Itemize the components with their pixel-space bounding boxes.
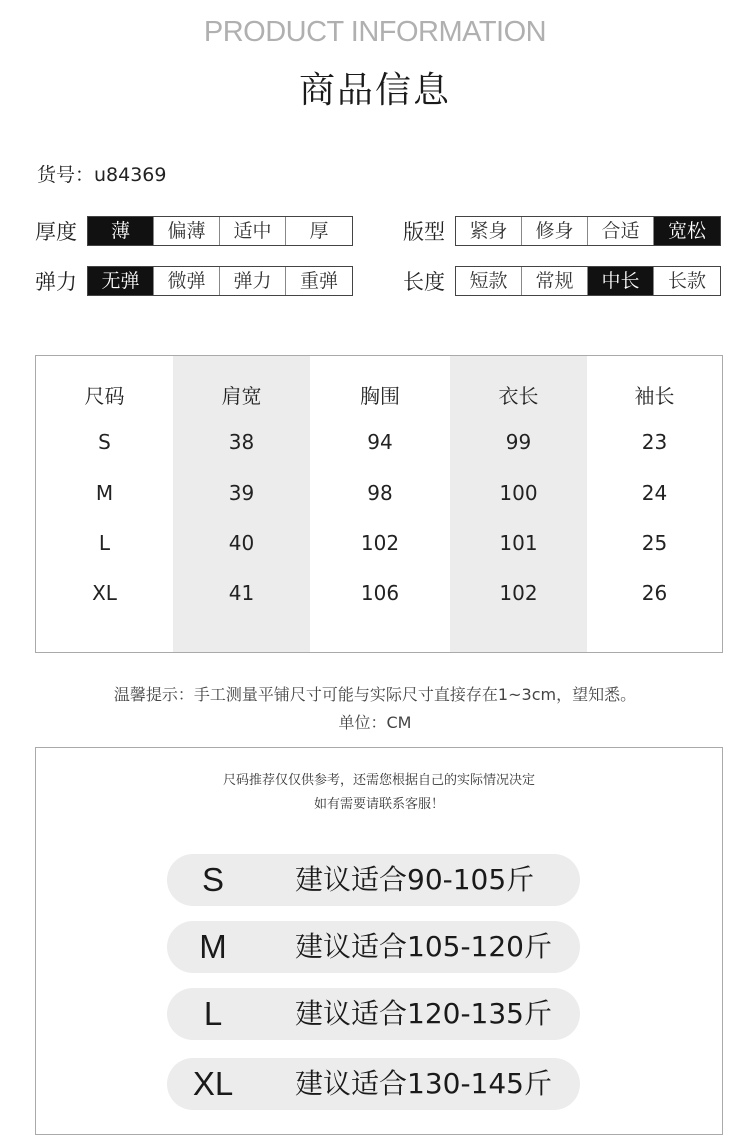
table-cell: S [98,430,111,454]
table-cell: XL [92,581,117,605]
option-regular: 合适 [588,217,654,245]
attr-elasticity [35,266,353,296]
option-standard: 常规 [522,267,588,295]
contact-note: 如有需要请联系客服！ [313,797,444,812]
size-label: M [199,928,227,965]
recommendation-note: 尺码推荐仅仅供参考，还需您根据自己的实际情况决定 [222,773,535,788]
table-cell: 38 [228,430,255,454]
option-slight-stretch: 微弹 [154,267,220,295]
column-shoulder [173,356,310,652]
table-cell: 94 [367,430,393,454]
table-cell: 40 [228,531,255,555]
recommendation-item [167,854,580,906]
column-header: 胸围 [360,384,400,408]
attr-thickness [35,216,353,246]
column-size [36,356,173,652]
recommendation-item [167,921,580,973]
table-cell: M [95,481,114,505]
option-slim: 修身 [522,217,588,245]
table-cell: 39 [228,481,255,505]
table-cell: 98 [367,481,393,505]
size-recommendation [35,747,723,1135]
column-header: 袖长 [634,384,675,408]
table-cell: 101 [499,531,538,555]
table-cell: 25 [641,531,668,555]
option-stretch: 弹力 [220,267,286,295]
recommendation-item [167,988,580,1040]
sku-label: 货号：u84369 [37,164,167,186]
attr-length [403,266,721,296]
option-slightly-thin: 偏薄 [154,217,220,245]
attr-label: 版型 [403,220,445,244]
option-group [87,216,353,246]
column-header: 衣长 [498,384,539,408]
table-cell: 102 [360,531,400,555]
attr-label: 长度 [403,270,445,294]
option-loose: 宽松 [654,217,720,245]
option-group [455,266,721,296]
option-long: 长款 [667,270,706,292]
table-cell: 106 [360,581,400,605]
table-cell: 24 [641,481,668,505]
attr-label: 弹力 [35,270,77,294]
page-title: 商品信息 [298,70,451,111]
table-cell: 102 [499,581,538,605]
recommendation-item [167,1058,580,1110]
table-cell: 99 [505,430,532,454]
column-header: 肩宽 [221,384,262,408]
table-cell: 23 [641,430,668,454]
option-thin: 薄 [88,217,154,245]
size-label: XL [192,1065,234,1102]
column-sleeve [587,356,722,652]
option-mid-length: 中长 [588,267,654,295]
attr-label: 厚度 [35,220,77,244]
weight-range: 建议适合90-105斤 [295,863,535,896]
weight-range: 建议适合105-120斤 [295,930,552,963]
option-tight: 紧身 [456,217,522,245]
option-short: 短款 [456,267,522,295]
option-thick: 厚 [309,220,329,242]
size-label: L [203,995,223,1032]
unit-label: 单位：CM [338,713,412,732]
option-no-stretch: 无弹 [88,267,154,295]
table-cell: 41 [228,581,255,605]
measurement-tip: 温馨提示：手工测量平铺尺寸可能与实际尺寸直接存在1~3cm，望知悉。 [113,685,637,704]
size-label: S [201,861,224,898]
weight-range: 建议适合130-145斤 [295,1067,552,1100]
table-cell: L [98,531,111,555]
column-header: 尺码 [84,384,125,408]
option-medium: 适中 [220,217,286,245]
weight-range: 建议适合120-135斤 [295,997,552,1030]
option-group [87,266,353,296]
table-cell: 26 [641,581,668,605]
header-title-en: PRODUCT INFORMATION [203,16,547,48]
table-cell: 100 [499,481,538,505]
option-group [455,216,721,246]
size-table [35,355,723,653]
column-chest [310,356,450,652]
column-length [450,356,587,652]
attr-fit [403,216,721,246]
option-high-stretch: 重弹 [299,270,338,292]
